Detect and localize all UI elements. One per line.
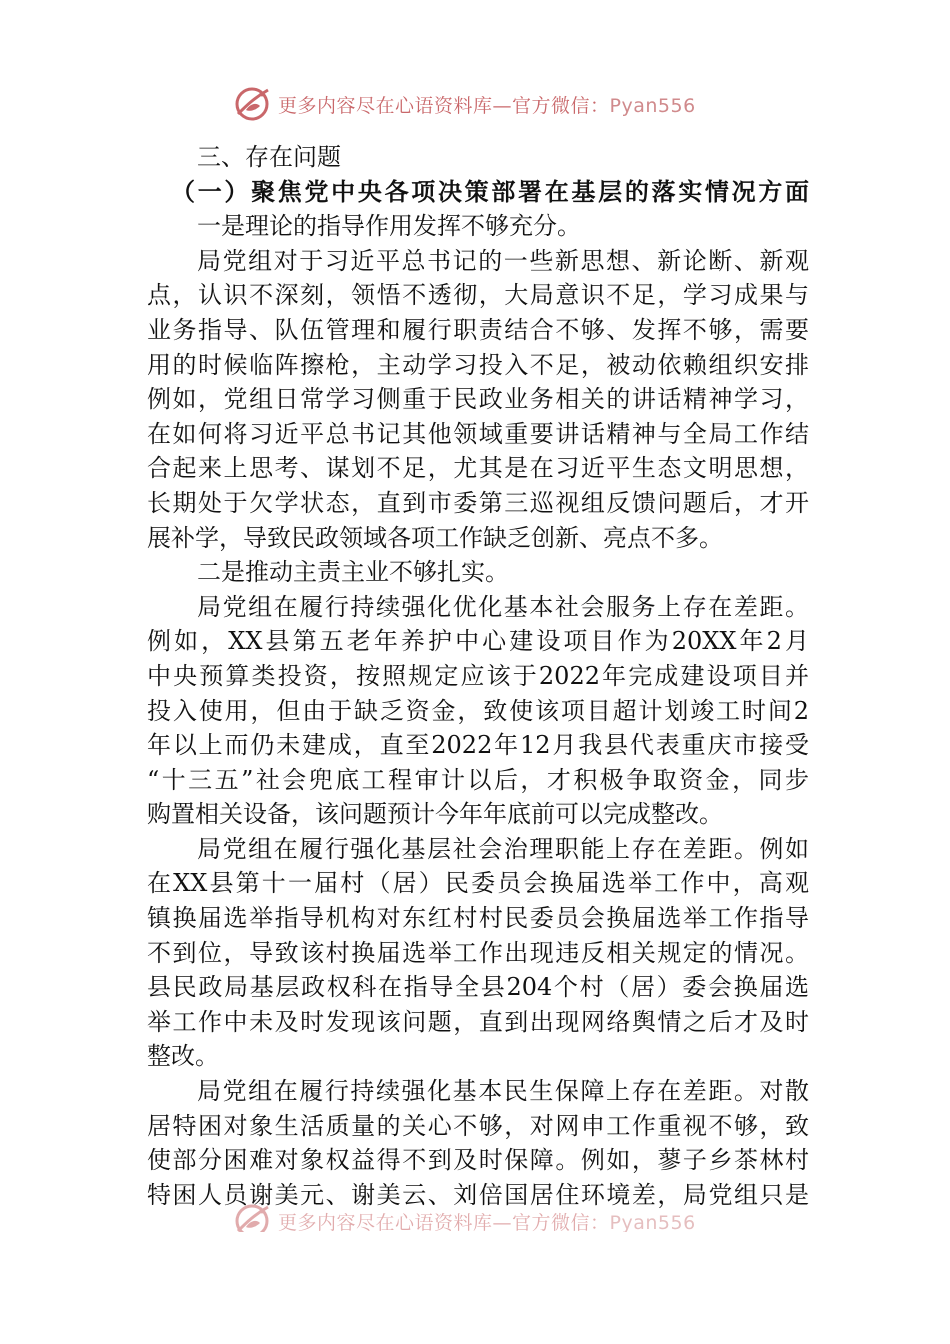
paragraph-line: 镇换届选举指导机构对东红村村民委员会换届选举工作指导 — [147, 904, 809, 933]
paragraph-line: 居特困对象生活质量的关心不够，对网申工作重视不够，致 — [147, 1111, 809, 1140]
paragraph-line: 例如，党组日常学习侧重于民政业务相关的讲话精神学习， — [147, 385, 809, 414]
paragraph-line: 特困人员谢美元、谢美云、刘倍国居住环境差，局党组只是 — [147, 1180, 809, 1209]
paragraph-line: 例如，XX县第五老年养护中心建设项目作为20XX年2月 — [147, 627, 809, 656]
watermark-text: 更多内容尽在心语资料库—官方微信：Pyan556 — [278, 1211, 696, 1232]
watermark-account: Pyan556 — [609, 1211, 696, 1232]
watermark-banner-bottom — [232, 1202, 732, 1232]
paragraph-line: 中央预算类投资，按照规定应该于2022年完成建设项目并 — [147, 661, 809, 690]
watermark-account: Pyan556 — [609, 94, 696, 117]
paragraph-line: 长期处于欠学状态，直到市委第三巡视组反馈问题后，才开 — [147, 488, 809, 517]
paragraph-line: 合起来上思考、谋划不足，尤其是在习近平生态文明思想， — [147, 454, 809, 483]
paragraph-line: 展补学，导致民政领域各项工作缺乏创新、亮点不多。 — [147, 523, 723, 552]
paragraph-line: 不到位，导致该村换届选举工作出现违反相关规定的情况。 — [147, 938, 809, 967]
paragraph-line: 举工作中未及时发现该问题，直到出现网络舆情之后才及时 — [147, 1007, 809, 1036]
paragraph-line: 点，认识不深刻，领悟不透彻，大局意识不足，学习成果与 — [147, 281, 809, 310]
paragraph-line: 在如何将习近平总书记其他领域重要讲话精神与全局工作结 — [147, 419, 809, 448]
paragraph-line: 县民政局基层政权科在指导全县204个村（居）委会换届选 — [147, 973, 809, 1002]
subheading-line: 二是推动主责主业不够扎实。 — [197, 558, 509, 587]
logo-icon — [232, 84, 272, 124]
paragraph-line: 整改。 — [147, 1042, 219, 1071]
section-heading: 三、存在问题 — [197, 143, 341, 171]
paragraph-line: 投入使用，但由于缺乏资金，致使该项目超计划竣工时间2 — [147, 696, 809, 725]
subheading-line: 一是理论的指导作用发挥不够充分。 — [197, 212, 581, 241]
paragraph-line: 局党组在履行强化基层社会治理职能上存在差距。例如 — [197, 834, 809, 863]
paragraph-line: 在XX县第十一届村（居）民委员会换届选举工作中，高观 — [147, 869, 809, 898]
paragraph-line: “十三五”社会兜底工程审计以后，才积极争取资金，同步 — [147, 765, 809, 794]
subsection-heading: （一）聚焦党中央各项决策部署在基层的落实情况方面 — [171, 176, 809, 206]
paragraph-line: 局党组在履行持续强化基本民生保障上存在差距。对散 — [197, 1077, 809, 1106]
paragraph-line: 局党组在履行持续强化优化基本社会服务上存在差距。 — [197, 592, 809, 621]
watermark-text: 更多内容尽在心语资料库—官方微信：Pyan556 — [278, 94, 696, 117]
logo-icon — [232, 1202, 272, 1232]
paragraph-line: 年以上而仍未建成，直至2022年12月我县代表重庆市接受 — [147, 731, 809, 760]
paragraph-line: 业务指导、队伍管理和履行职责结合不够、发挥不够，需要 — [147, 315, 809, 344]
paragraph-line: 用的时候临阵擦枪，主动学习投入不足，被动依赖组织安排 — [147, 350, 809, 379]
paragraph-line: 使部分困难对象权益得不到及时保障。例如，蓼子乡茶林村 — [147, 1146, 809, 1175]
watermark-banner-top — [232, 82, 732, 126]
paragraph-line: 购置相关设备，该问题预计今年年底前可以完成整改。 — [147, 800, 723, 829]
document-body — [147, 140, 809, 1212]
paragraph-line: 局党组对于习近平总书记的一些新思想、新论断、新观 — [197, 246, 809, 275]
